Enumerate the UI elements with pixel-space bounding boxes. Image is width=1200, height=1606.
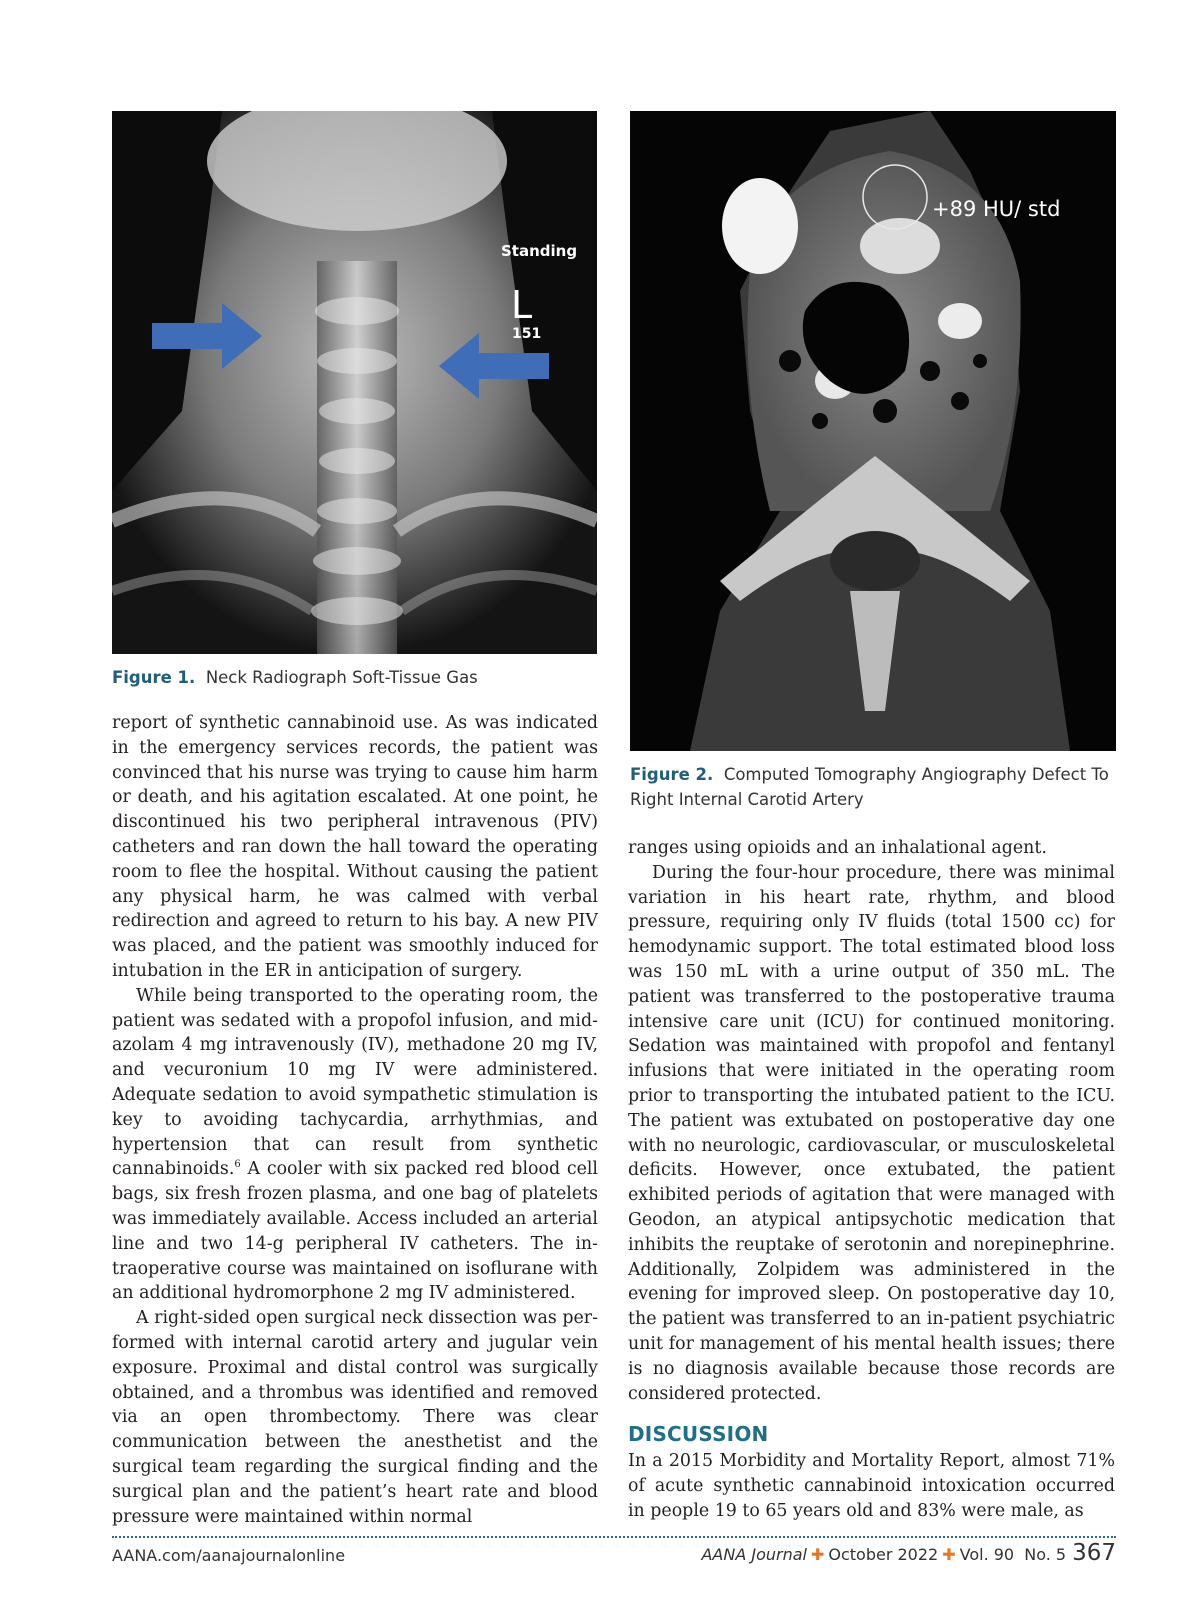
figure-1-caption-text: Neck Radiograph Soft-Tissue Gas: [205, 668, 478, 687]
paragraph: During the four-hour procedure, there was minimal variation in his heart rate, rhythm, and blood pressure, requiring only IV fluids (total 1500 cc) for hemodynamic support. The total estimated blood loss was 150 mL with a urine output of 350 mL. The patient was transferred to the postoperative trauma intensive care unit (ICU) for continued monitoring. Sedation was maintained with propofol and fentanyl infusions that were initiated in the operating room prior to transporting the intubated patient to the ICU. The patient was extubated on postoperative day one with no neurologic, cardiovascular, or musculoskeletal deficits. However, once extubated, the patient exhibited periods of agitation that were managed with Geodon, an atypical antipsychotic medication that inhibits the reuptake of serotonin and norepinephrine. Additionally, Zolpidem was administered in the evening for improved sleep. On postoperative day 10, the patient was transferred to an in-patient psychiatric unit for management of his mental health issues; there is no diagnosis available because those records are considered protected.: [628, 862, 1115, 1404]
figure-1-image: [112, 111, 597, 654]
plus-icon: ✚: [810, 1545, 825, 1564]
figure-2-caption-text: Computed Tomography Angiography Defect To Right Internal Carotid Artery: [630, 765, 1109, 809]
ct-angiography: [630, 111, 1116, 751]
overlay-standing: Standing: [501, 242, 578, 260]
figure-2-caption: [630, 762, 1116, 812]
neck-radiograph: [112, 111, 597, 654]
reference-citation: 6: [234, 1159, 241, 1171]
page-number: 367: [1072, 1540, 1116, 1566]
journal-name: AANA Journal: [701, 1545, 807, 1564]
paragraph: ranges using opioids and an inhalational agent.: [628, 838, 1047, 858]
issue-number: No. 5: [1024, 1545, 1067, 1564]
figure-2-label: Figure 2.: [630, 765, 714, 784]
issue-date: October 2022: [828, 1545, 939, 1564]
right-column: [628, 836, 1115, 1524]
volume: Vol. 90: [959, 1545, 1015, 1564]
paragraph-text: While being transported to the operating room, the patient was sedated with a propofol infusion, and midazolam 4 mg intravenously (IV), methadone 20 mg IV, and vecuronium 10 mg IV were administered. Adequate sedation to avoid sympathetic stimulation is key to avoiding tachycardia, arrhythmias, and hypertension that can result from synthetic cannabinoids.: [112, 985, 598, 1180]
paragraph: In a 2015 Morbidity and Mortality Report, almost 71% of acute synthetic cannabinoid intoxication occurred in people 19 to 65 years old and 83% were male, as: [628, 1451, 1115, 1521]
footer-url[interactable]: AANA.com/aanajournalonline: [112, 1546, 346, 1565]
figure-1-label: Figure 1.: [112, 668, 196, 687]
overlay-measure: +89 HU/ std: [932, 197, 1061, 221]
footer-citation: [701, 1540, 1116, 1566]
plus-icon: ✚: [942, 1545, 956, 1564]
overlay-side: L: [511, 283, 533, 327]
paragraph: report of synthetic cannabinoid use. As was indicated in the emergency services records, the patient was convinced that his nurse was trying to cause him harm or death, and his agitation escalated. At one point, he discontinued his two peripheral intravenous (PIV) catheters and ran down the hall toward the operating room to flee the hospital. Without causing the patient any physical harm, he was calmed with verbal redirection and agreed to return to his bay. A new PIV was placed, and the patient was smoothly induced for intubation in the ER in anticipation of surgery.: [112, 713, 598, 981]
paragraph-text: A cooler with six packed red blood cell bags, six fresh frozen plasma, and one bag of platelets was immediately available. Access included an arterial line and two 14-g peripheral IV catheters. The intraoperative course was maintained on isoflurane with an additional hydromorphone 2 mg IV administered.: [112, 1159, 598, 1304]
overlay-number: 151: [512, 326, 542, 342]
left-column: [112, 711, 598, 1529]
section-heading: DISCUSSION: [628, 1422, 769, 1447]
paragraph: [112, 984, 598, 1306]
figure-1-caption: [112, 665, 598, 690]
paragraph: A right-sided open surgical neck dissection was performed with internal carotid artery and jugular vein exposure. Proximal and distal control was surgically obtained, and a thrombus was identified and removed via an open thrombectomy. There was clear communication between the anesthetist and the surgical team regarding the surgical finding and the surgical plan and the patient’s heart rate and blood pressure were maintained within normal: [112, 1308, 598, 1527]
footer-divider: [112, 1536, 1116, 1538]
figure-2-image: [630, 111, 1116, 751]
